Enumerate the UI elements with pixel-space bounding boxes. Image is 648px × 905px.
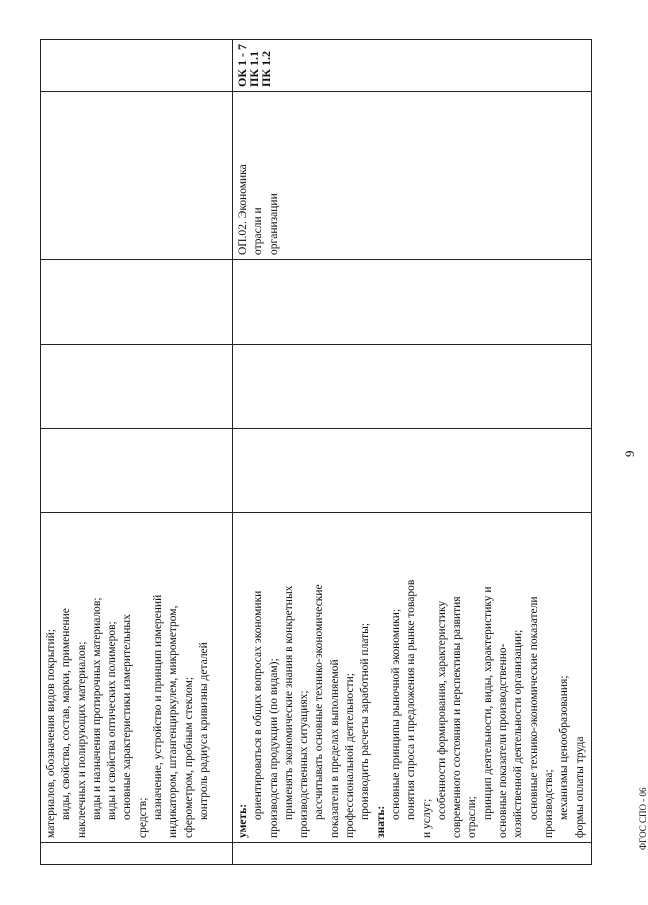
competency-cell [233, 40, 592, 92]
content-line: средств; [136, 797, 149, 838]
competency-cell [41, 40, 233, 92]
hours-extra-cell [233, 260, 592, 345]
discipline-cell [233, 92, 592, 260]
content-line: понятия спроса и предложения на рынке товаров [405, 579, 418, 820]
content-line: современного состояния и перспективы развития [451, 596, 464, 838]
content-line: принцип деятельности, виды, характеристику и [481, 586, 494, 820]
content-line: ориентироваться в общих вопросах экономики [252, 590, 265, 820]
footer-text: ФГОС СПО - 06 [638, 787, 648, 850]
hours-class-cell [233, 345, 592, 429]
rotated-page [40, 40, 648, 865]
competency-code: ПК 1.1 [247, 50, 261, 87]
content-line: производить расчеты заработной платы; [359, 622, 372, 820]
content-line: контроль радиуса кривизны деталей [197, 642, 210, 820]
competency-code: ПК 1.2 [259, 50, 273, 87]
content-line: производства продукции (по видам); [267, 658, 280, 838]
content-line: рассчитывать основные технико-экономические [313, 584, 326, 820]
content-cell-economics [233, 513, 592, 843]
index-cell [233, 843, 592, 865]
content-cell-continuation [41, 513, 233, 843]
content-line: хозяйственной деятельности организации; [512, 629, 525, 838]
content-line: показатели в пределах выполняемой [328, 659, 341, 838]
curriculum-table [40, 39, 592, 865]
content-line: виды и назначения протирочных материалов; [90, 597, 103, 820]
discipline-line: отрасли и [252, 207, 265, 255]
section-heading: знать: [374, 805, 387, 838]
content-line: производственных ситуациях; [298, 690, 311, 838]
content-line: формы оплаты труда [573, 736, 586, 838]
content-line: материалов, обозначения видов покрытий; [45, 629, 57, 838]
content-line: индикатором, штангенциркулем, микрометром, [167, 605, 180, 838]
content-line: назначение, устройство и принцип измерений [152, 594, 165, 820]
content-line: и услуг; [420, 798, 433, 838]
content-line: виды, свойства, состав, марки, применение [60, 608, 73, 820]
discipline-line: ОП.02. Экономика [237, 164, 249, 255]
page-number: 9 [622, 450, 637, 457]
section-heading: уметь: [237, 803, 249, 838]
hours-max-cell [41, 429, 233, 513]
index-cell [41, 843, 233, 865]
hours-extra-cell [41, 260, 233, 345]
competency-code: ОК 1 - 7 [235, 43, 249, 87]
hours-class-cell [41, 345, 233, 429]
content-line: особенности формирования, характеристику [435, 600, 448, 820]
content-lines [44, 517, 212, 838]
content-line: отрасли; [466, 796, 479, 838]
content-line: применять экономические знания в конкретных [282, 585, 295, 820]
content-line: основные принципы рыночной экономики; [389, 608, 402, 820]
content-line: основные показатели производственно- [497, 643, 510, 838]
hours-max-cell [233, 429, 592, 513]
table-row-continuation [41, 40, 233, 865]
content-line: основные технико-экономические показатели [527, 596, 540, 820]
content-lines [236, 517, 588, 838]
content-line: профессиональной деятельности; [344, 673, 357, 838]
discipline-line: организации [267, 193, 280, 255]
table-row-economics [233, 40, 592, 865]
content-line: виды и свойства оптических полимеров; [106, 621, 119, 820]
content-line: механизмы ценообразования; [558, 675, 571, 820]
discipline-name [236, 96, 282, 255]
content-line: основные характеристики измерительных [121, 614, 134, 820]
competency-list [236, 44, 272, 87]
discipline-cell [41, 92, 233, 260]
content-line: сферометром, пробным стеклом; [182, 676, 195, 838]
content-line: производства; [542, 769, 555, 838]
content-line: наклеечных и полирующих материалов; [75, 641, 88, 838]
